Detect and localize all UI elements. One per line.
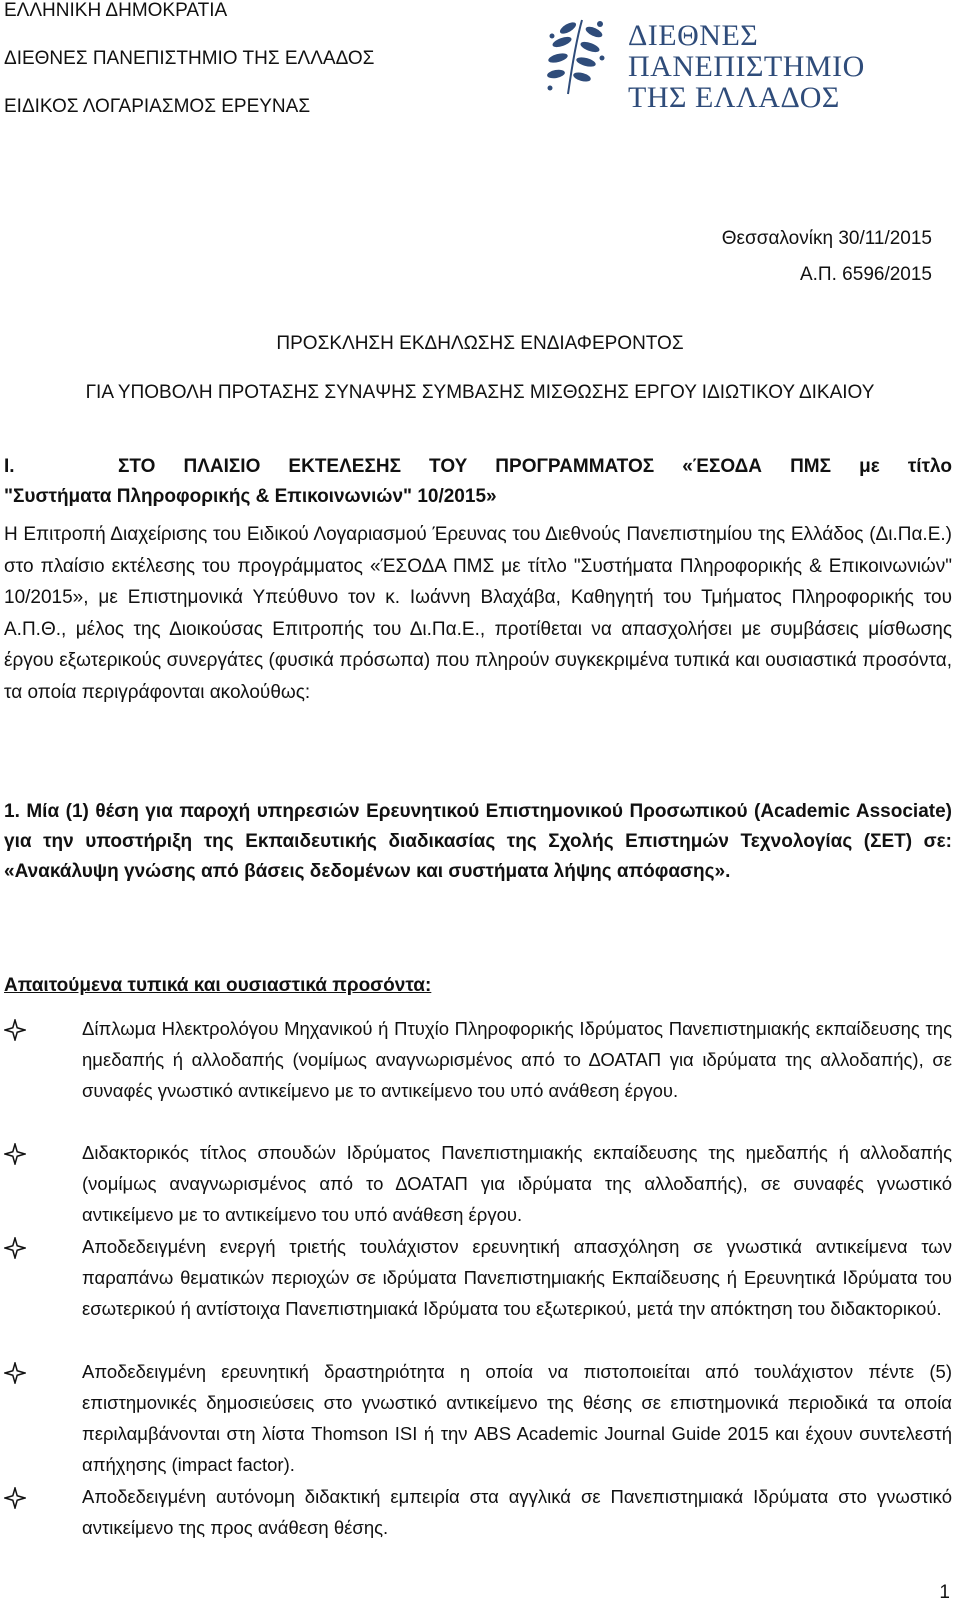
university-logo [538,14,898,114]
olive-branch-icon [538,14,624,100]
diamond-bullet-icon [4,1487,26,1509]
intro-paragraph: Η Επιτροπή Διαχείρισης του Ειδικού Λογαριασμού Έρευνας του Διεθνούς Πανεπιστημίου της Ελλάδος (Δι.Πα.Ε.) στο πλαίσιο εκτέλεσης του προγράμματος «ΈΣΟΔΑ ΠΜΣ με τίτλο "Συστήματα Πληροφορικής & Επικοινωνιών" 10/2015», με Επιστημονικά Υπεύθυνο τον κ. Ιωάννη Βλαχάβα, Καθηγητή του Τμήματος Πληροφορικής του Α.Π.Θ., μέλος της Διοικούσας Επιτροπής του Δι.Πα.Ε., προτίθεται να απασχολήσει με συμβάσεις μίσθωσης έργου εξωτερικούς συνεργάτες (φυσικά πρόσωπα) που πληρούν συγκεκριμένα τυπικά και ουσιαστικά προσόντα, τα οποία περιγράφονται ακολούθως: [4,524,952,703]
position-paragraph: 1. Μία (1) θέση για παροχή υπηρεσιών Ερευνητικού Επιστημονικού Προσωπικού (Academic Associate) για την υποστήριξη της Εκπαιδευτικής διαδικασίας της Σχολής Επιστημών Τεχνολογίας (ΣΕΤ) σε: «Ανακάλυψη γνώσης από βάσεις δεδομένων και συστήματα λήψης απόφασης». [4,801,952,882]
diamond-bullet-icon [4,1362,26,1384]
logo-line-1: ΔΙΕΘΝΕΣ [628,19,759,52]
logo-line-3: ΤΗΣ ΕΛΛΑΔΟΣ [628,81,840,114]
logo-line-2: ΠΑΝΕΠΙΣΤΗΜΙΟ [628,50,865,83]
header-line-account: ΕΙΔΙΚΟΣ ΛΟΓΑΡΙΑΣΜΟΣ ΕΡΕΥΝΑΣ [4,96,311,117]
document-title: ΠΡΟΣΚΛΗΣΗ ΕΚΔΗΛΩΣΗΣ ΕΝΔΙΑΦΕΡΟΝΤΟΣ [276,333,684,354]
section-title-line-2: "Συστήματα Πληροφορικής & Επικοινωνιών" 10/2015» [4,486,497,507]
document-subtitle: ΓΙΑ ΥΠΟΒΟΛΗ ΠΡΟΤΑΣΗΣ ΣΥΝΑΨΗΣ ΣΥΜΒΑΣΗΣ ΜΙΣΘΩΣΗΣ ΕΡΓΟΥ ΙΔΙΩΤΙΚΟΥ ΔΙΚΑΙΟΥ [85,382,875,403]
requirement-item [4,1481,952,1543]
date-line: Θεσσαλονίκη 30/11/2015 [721,228,932,249]
requirement-item [4,1137,952,1230]
protocol-number: Α.Π. 6596/2015 [799,264,932,285]
requirement-item [4,1356,952,1480]
section-number: Ι. [4,456,15,477]
section-title-line-1: ΣΤΟ ΠΛΑΙΣΙΟ ΕΚΤΕΛΕΣΗΣ ΤΟΥ ΠΡΟΓΡΑΜΜΑΤΟΣ «ΈΣΟΔΑ ΠΜΣ με τίτλο [118,456,952,477]
diamond-bullet-icon [4,1143,26,1165]
requirement-text: Δίπλωμα Ηλεκτρολόγου Μηχανικού ή Πτυχίο Πληροφορικής Ιδρύματος Πανεπιστημιακής εκπαίδευσης της ημεδαπής ή αλλοδαπής (νομίμως αναγνωρισμένος από το ΔΟΑΤΑΠ για ιδρύματα της αλλοδαπής), σε συναφές γνωστικό αντικείμενο με το αντικείμενο του υπό ανάθεση έργου. [82,1018,952,1101]
header-line-university: ΔΙΕΘΝΕΣ ΠΑΝΕΠΙΣΤΗΜΙΟ ΤΗΣ ΕΛΛΑΔΟΣ [4,48,375,69]
requirement-text: Αποδεδειγμένη ενεργή τριετής τουλάχιστον ερευνητική απασχόληση σε γνωστικά αντικείμενα των παραπάνω θεματικών περιοχών σε ιδρύματα Πανεπιστημιακής Εκπαίδευσης ή Ερευνητικά Ιδρύματα του εσωτερικού ή αντίστοιχα Πανεπιστημιακά Ιδρύματα του εξωτερικού, μετά την απόκτηση του διδακτορικού. [82,1236,952,1319]
requirement-text: Διδακτορικός τίτλος σπουδών Ιδρύματος Πανεπιστημιακής εκπαίδευσης της ημεδαπής ή αλλοδαπής (νομίμως αναγνωρισμένος από το ΔΟΑΤΑΠ για ιδρύματα της αλλοδαπής), σε συναφές γνωστικό αντικείμενο με το αντικείμενο του υπό ανάθεση έργου. [82,1142,952,1225]
diamond-bullet-icon [4,1237,26,1259]
requirement-item [4,1013,952,1106]
section-heading [4,452,952,512]
requirements-heading: Απαιτούμενα τυπικά και ουσιαστικά προσόντα: [4,975,432,996]
page-number: 1 [939,1582,950,1603]
diamond-bullet-icon [4,1019,26,1041]
requirement-item [4,1231,952,1324]
requirement-text: Αποδεδειγμένη αυτόνομη διδακτική εμπειρία στα αγγλικά σε Πανεπιστημιακά Ιδρύματα στο γνωστικό αντικείμενο της προς ανάθεση θέσης. [82,1486,952,1538]
header-line-country: ΕΛΛΗΝΙΚΗ ΔΗΜΟΚΡΑΤΙΑ [4,0,228,21]
requirement-text: Αποδεδειγμένη ερευνητική δραστηριότητα η οποία να πιστοποιείται από τουλάχιστον πέντε (5) επιστημονικές δημοσιεύσεις στο γνωστικό αντικείμενο της θέσης σε επιστημονικά περιοδικά τα οποία περιλαμβάνονται στη λίστα Thomson ISI ή την ABS Academic Journal Guide 2015 και έχουν συντελεστή απήχησης (impact factor). [82,1361,952,1475]
logo-wordmark [628,20,865,113]
